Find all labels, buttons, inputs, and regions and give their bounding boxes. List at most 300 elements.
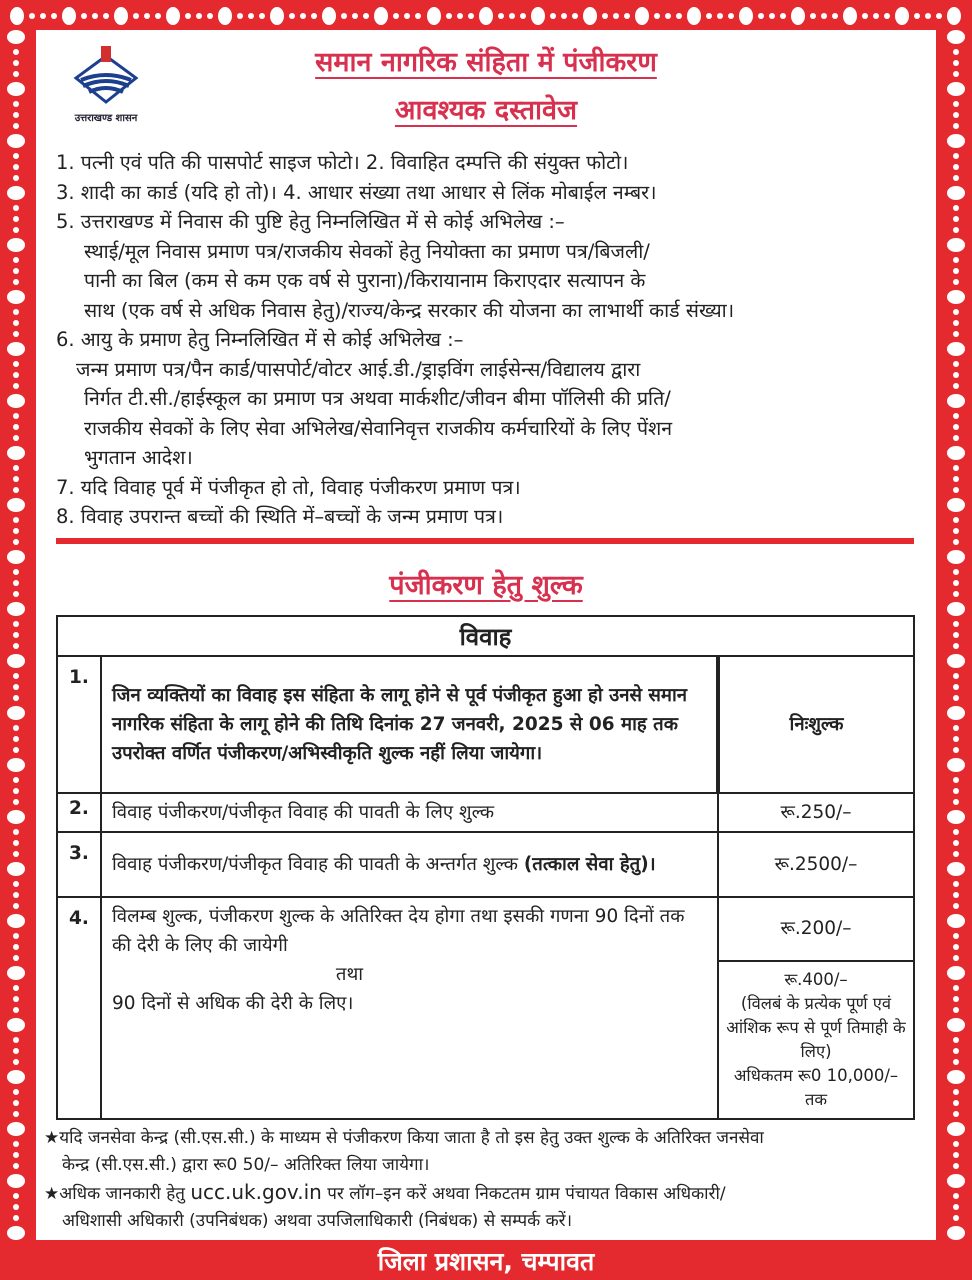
border-dot xyxy=(953,413,959,419)
border-dot xyxy=(953,465,959,471)
border-dot xyxy=(13,933,19,939)
fee-table xyxy=(56,615,915,1120)
border-dot xyxy=(665,13,671,19)
border-dot xyxy=(947,966,965,980)
border-dot xyxy=(13,840,19,846)
border-dot xyxy=(13,268,19,274)
table-row xyxy=(57,897,914,961)
border-dot xyxy=(185,13,191,19)
border-dot xyxy=(289,13,295,19)
border-dot xyxy=(7,966,25,980)
border-dot xyxy=(457,13,463,19)
border-dot xyxy=(602,13,608,19)
border-dot xyxy=(953,320,959,326)
border-dot xyxy=(13,257,19,263)
border-dot xyxy=(953,1152,959,1158)
row-description: विवाह पंजीकरण/पंजीकृत विवाह की पावती के लिए शुल्क xyxy=(101,793,718,832)
ucc-website-link[interactable]: ucc.uk.gov.in xyxy=(190,1180,322,1204)
note-text: पर लॉग–इन करें अथवा निकटतम ग्राम पंचायत विकास अधिकारी/ xyxy=(327,1184,726,1204)
border-dot xyxy=(13,695,19,701)
border-dot xyxy=(13,985,19,991)
border-dot xyxy=(953,903,959,909)
border-dot xyxy=(953,725,959,731)
border-dot xyxy=(520,13,526,19)
border-dot xyxy=(7,134,25,148)
border-dot xyxy=(953,591,959,597)
border-dot xyxy=(7,1122,25,1136)
border-dot xyxy=(953,747,959,753)
desc-text: शुल्क xyxy=(482,854,518,875)
border-dot xyxy=(873,13,879,19)
border-dot xyxy=(953,777,959,783)
note-text: यदि जनसेवा केन्द्र (सी.एस.सी.) के माध्यम से पंजीकरण किया जाता है तो इस हेतु उक्त शुल्क के अतिरिक्त जनसेवा xyxy=(59,1128,764,1148)
border-dot xyxy=(583,7,597,25)
border-dot xyxy=(13,1204,19,1210)
border-dot xyxy=(550,13,556,19)
border-dot xyxy=(13,829,19,835)
border-dot xyxy=(758,13,764,19)
border-dot xyxy=(953,424,959,430)
border-dot xyxy=(953,1163,959,1169)
row-description: जिन व्यक्तियों का विवाह इस संहिता के लागू होने से पूर्व पंजीकृत हुआ हो उनसे समान नागरिक संहिता के लागू होने की तिथि दिनांक 27 जनवरी, 2025 से 06 माह तक उपरोक्त वर्णित पंजीकरण/अभिस्वीकृति शुल्क नहीं लिया जायेगा। xyxy=(101,656,718,793)
list-item: 6. आयु के प्रमाण हेतु निम्नलिखित में से कोई अभिलेख :– xyxy=(56,328,464,351)
border-dot xyxy=(393,13,399,19)
border-dot xyxy=(953,1215,959,1221)
border-dot xyxy=(13,1037,19,1043)
border-dot xyxy=(914,13,920,19)
border-dot xyxy=(7,186,25,200)
border-dot xyxy=(13,1215,19,1221)
list-item: जन्म प्रमाण पत्र/पैन कार्ड/पासपोर्ट/वोटर आई.डी./ड्राइविंग लाईसेन्स/विद्यालय द्वारा xyxy=(76,357,641,381)
border-dot xyxy=(446,13,452,19)
border-dot xyxy=(509,13,515,19)
border-dot xyxy=(884,13,890,19)
border-dot xyxy=(13,216,19,222)
border-dot xyxy=(936,13,942,19)
desc-text: 90 दिनों से अधिक की देरी के लिए। xyxy=(112,993,354,1014)
border-dot xyxy=(51,13,57,19)
border-dot xyxy=(13,49,19,55)
border-dot xyxy=(953,1037,959,1043)
border-dot xyxy=(953,569,959,575)
border-dots-top xyxy=(10,2,962,30)
border-dot xyxy=(953,829,959,835)
border-dot xyxy=(166,7,180,25)
border-dot xyxy=(810,13,816,19)
border-dot xyxy=(92,13,98,19)
border-dot xyxy=(843,7,857,25)
border-dot xyxy=(300,13,306,19)
list-item: पानी का बिल (कम से कम एक वर्ष से पुराना)/किरायानाम किराएदार सत्यापन के xyxy=(84,269,646,292)
border-dot xyxy=(13,1007,19,1013)
border-dot xyxy=(7,1226,25,1240)
border-dot xyxy=(953,580,959,586)
border-dot xyxy=(953,164,959,170)
border-dot xyxy=(613,13,619,19)
border-dot xyxy=(635,7,649,25)
fee-max: अधिकतम रू0 10,000/– तक xyxy=(733,1066,899,1109)
border-dot xyxy=(7,82,25,96)
list-item: राजकीय सेवकों के लिए सेवा अभिलेख/सेवानिवृत्त राजकीय कर्मचारियों के लिए पेंशन xyxy=(84,416,673,440)
border-dot xyxy=(7,550,25,564)
border-dot xyxy=(133,13,139,19)
border-dot xyxy=(953,851,959,857)
border-dot xyxy=(654,13,660,19)
border-dot xyxy=(953,372,959,378)
logo-caption: उत्तराखण्ड शासन xyxy=(74,113,138,124)
border-dot xyxy=(7,758,25,772)
border-dot xyxy=(13,1089,19,1095)
border-dot xyxy=(7,1174,25,1188)
border-dot xyxy=(352,13,358,19)
border-dot xyxy=(13,112,19,118)
border-dot xyxy=(832,13,838,19)
border-dot xyxy=(207,13,213,19)
border-dot xyxy=(953,331,959,337)
documents-title: आवश्यक दस्तावेज xyxy=(394,95,578,126)
border-dot xyxy=(947,498,965,512)
note-text: अधिशासी अधिकारी (उपनिबंधक) अथवा उपजिलाधिकारी (निबंधक) से सम्पर्क करें। xyxy=(62,1211,573,1231)
border-dot xyxy=(13,736,19,742)
border-dot xyxy=(953,799,959,805)
border-dot xyxy=(953,101,959,107)
border-dot xyxy=(13,331,19,337)
border-dot xyxy=(947,1122,965,1136)
border-dot xyxy=(13,643,19,649)
border-dot xyxy=(572,13,578,19)
border-dot xyxy=(13,320,19,326)
border-dot xyxy=(947,862,965,876)
border-dot xyxy=(925,13,931,19)
border-dot xyxy=(13,788,19,794)
note-text: अधिक जानकारी हेतु xyxy=(59,1184,185,1204)
list-item: 1. पत्नी एवं पति की पासपोर्ट साइज फोटो। 2. विवाहित दम्पत्ति की संयुक्त फोटो। xyxy=(56,151,629,174)
table-row xyxy=(57,656,914,793)
border-dot xyxy=(953,205,959,211)
border-dot xyxy=(953,227,959,233)
border-dot xyxy=(13,747,19,753)
border-dot xyxy=(953,933,959,939)
desc-text: विलम्ब शुल्क, पंजीकरण शुल्क के अतिरिक्त देय होगा तथा इसकी गणना 90 दिनों तक की देरी के लिए की जायेगी xyxy=(112,906,685,956)
border-dot xyxy=(947,7,961,25)
border-dot xyxy=(531,7,545,25)
list-item: 8. विवाह उपरान्त बच्चों की स्थिति में–बच्चों के जन्म प्रमाण पत्र। xyxy=(56,505,504,528)
border-dot xyxy=(947,810,965,824)
border-dot xyxy=(953,539,959,545)
border-dot xyxy=(953,944,959,950)
list-item: साथ (एक वर्ष से अधिक निवास हेतु)/राज्य/केन्द्र सरकार की योजना का लाभार्थी कार्ड संख्या। xyxy=(84,298,735,322)
row-number: 2. xyxy=(57,793,101,832)
border-dot xyxy=(7,1070,25,1084)
border-dot xyxy=(947,550,965,564)
row-fee: रू.200/– xyxy=(718,897,914,961)
border-dot xyxy=(270,7,284,25)
divider xyxy=(56,538,914,544)
border-dot xyxy=(13,1100,19,1106)
border-dot xyxy=(947,342,965,356)
border-dot xyxy=(7,238,25,252)
border-dot xyxy=(144,13,150,19)
border-dot xyxy=(953,1193,959,1199)
list-item: भुगतान आदेश। xyxy=(84,446,193,469)
border-dot xyxy=(953,881,959,887)
border-dot xyxy=(953,49,959,55)
border-dot xyxy=(13,996,19,1002)
border-dot xyxy=(947,914,965,928)
border-dot xyxy=(13,1193,19,1199)
documents-list xyxy=(56,148,926,532)
border-dot xyxy=(341,13,347,19)
border-dot xyxy=(769,13,775,19)
border-dot xyxy=(953,1059,959,1065)
border-dot xyxy=(13,71,19,77)
border-dot xyxy=(953,123,959,129)
border-dot xyxy=(196,13,202,19)
note-text: केन्द्र (सी.एस.सी.) द्वारा रू0 50/– अतिरिक्त लिया जायेगा। xyxy=(62,1155,430,1175)
border-dot xyxy=(404,13,410,19)
border-dot xyxy=(114,7,128,25)
border-dot xyxy=(953,279,959,285)
border-dot xyxy=(953,632,959,638)
border-dot xyxy=(953,153,959,159)
row-fee: रू.2500/– xyxy=(718,832,914,897)
border-dot xyxy=(947,1174,965,1188)
border-dot xyxy=(947,446,965,460)
star-icon: ★ xyxy=(44,1184,60,1204)
fee-value: रू.400/– xyxy=(784,970,848,989)
desc-bold-text: (तत्काल सेवा हेतु)। xyxy=(523,854,656,875)
border-dot xyxy=(7,290,25,304)
border-dot xyxy=(13,621,19,627)
border-dot xyxy=(13,1059,19,1065)
border-dot xyxy=(728,13,734,19)
border-dot xyxy=(7,30,25,44)
border-dot xyxy=(479,7,493,25)
border-dot xyxy=(13,435,19,441)
border-dot xyxy=(953,892,959,898)
border-dot xyxy=(947,30,965,44)
border-dot xyxy=(947,394,965,408)
border-dot xyxy=(953,955,959,961)
border-dot xyxy=(13,205,19,211)
border-dot xyxy=(13,476,19,482)
border-dot xyxy=(953,476,959,482)
border-dot xyxy=(103,13,109,19)
row-description xyxy=(101,897,718,1119)
border-dot xyxy=(947,1018,965,1032)
border-dot xyxy=(953,840,959,846)
table-row xyxy=(57,793,914,832)
border-dot xyxy=(13,1141,19,1147)
row-fee: रू.250/– xyxy=(718,793,914,832)
border-dot xyxy=(13,944,19,950)
list-item: 3. शादी का कार्ड (यदि हो तो)। 4. आधार संख्या तथा आधार से लिंक मोबाईल नम्बर। xyxy=(56,180,657,204)
border-dot xyxy=(29,13,35,19)
border-dot xyxy=(953,736,959,742)
border-dot xyxy=(7,602,25,616)
border-dot xyxy=(7,446,25,460)
border-dot xyxy=(13,673,19,679)
border-dot xyxy=(7,342,25,356)
border-dot xyxy=(13,372,19,378)
border-dot xyxy=(7,914,25,928)
row-fee: निःशुल्क xyxy=(718,656,914,793)
fee-note: (विलबं के प्रत्येक पूर्ण एवं आंशिक रूप से पूर्ण तिमाही के लिए) xyxy=(726,994,906,1061)
border-dot xyxy=(13,487,19,493)
border-dot xyxy=(895,7,909,25)
border-dot xyxy=(953,1204,959,1210)
row-fee-late xyxy=(718,961,914,1119)
border-dot xyxy=(13,465,19,471)
border-dot xyxy=(415,13,421,19)
border-dot xyxy=(947,238,965,252)
border-dot xyxy=(13,227,19,233)
border-dot xyxy=(953,487,959,493)
border-dot xyxy=(13,175,19,181)
border-dot xyxy=(947,186,965,200)
border-dot xyxy=(953,175,959,181)
border-dot xyxy=(676,13,682,19)
border-dot xyxy=(13,903,19,909)
border-dot xyxy=(947,602,965,616)
note-item xyxy=(44,1179,926,1208)
border-dot xyxy=(947,758,965,772)
border-dot xyxy=(13,580,19,586)
border-dot xyxy=(780,13,786,19)
border-dot xyxy=(717,13,723,19)
border-dot xyxy=(862,13,868,19)
border-dot xyxy=(322,7,336,25)
border-dot xyxy=(953,621,959,627)
border-dot xyxy=(248,13,254,19)
border-dot xyxy=(40,13,46,19)
star-icon: ★ xyxy=(44,1128,60,1148)
border-dot xyxy=(7,862,25,876)
border-dot xyxy=(13,1152,19,1158)
border-dot xyxy=(7,654,25,668)
border-dot xyxy=(624,13,630,19)
border-dot xyxy=(953,673,959,679)
border-dot xyxy=(13,777,19,783)
border-dot xyxy=(311,13,317,19)
border-dot xyxy=(13,153,19,159)
border-dot xyxy=(13,60,19,66)
border-dot xyxy=(218,7,232,25)
border-dot xyxy=(7,498,25,512)
border-dot xyxy=(953,684,959,690)
note-item xyxy=(44,1125,926,1152)
border-dot xyxy=(13,539,19,545)
border-dot xyxy=(13,1048,19,1054)
border-dot xyxy=(498,13,504,19)
border-dot xyxy=(13,164,19,170)
list-item: 5. उत्तराखण्ड में निवास की पुष्टि हेतु निम्नलिखित में से कोई अभिलेख :– xyxy=(56,210,565,233)
poster-body xyxy=(36,30,936,1240)
border-dot xyxy=(953,1007,959,1013)
border-dot xyxy=(953,985,959,991)
border-dot xyxy=(953,435,959,441)
border-dot xyxy=(821,13,827,19)
border-dot xyxy=(947,1070,965,1084)
border-dot xyxy=(953,257,959,263)
desc-text: विवाह पंजीकरण/पंजीकृत विवाह की पावती के अन्तर्गत xyxy=(112,854,477,875)
border-dot xyxy=(953,528,959,534)
border-dot xyxy=(13,1111,19,1117)
border-dot xyxy=(791,7,805,25)
border-dot xyxy=(13,413,19,419)
border-dot xyxy=(953,1089,959,1095)
border-dot xyxy=(13,424,19,430)
border-dot xyxy=(237,13,243,19)
row-number: 3. xyxy=(57,832,101,897)
row-description xyxy=(101,832,718,897)
border-dot xyxy=(13,684,19,690)
border-dot xyxy=(947,82,965,96)
list-item: स्थाई/मूल निवास प्रमाण पत्र/राजकीय सेवकों हेतु नियोक्ता का प्रमाण पत्र/बिजली/ xyxy=(84,239,650,263)
border-dot xyxy=(953,1100,959,1106)
list-item: 7. यदि विवाह पूर्व में पंजीकृत हो तो, विवाह पंजीकरण प्रमाण पत्र। xyxy=(56,475,521,499)
border-dot xyxy=(13,361,19,367)
border-dot xyxy=(953,1048,959,1054)
border-dot xyxy=(427,7,441,25)
fee-title: पंजीकरण हेतु शुल्क xyxy=(389,570,583,601)
border-dot xyxy=(947,1226,965,1240)
border-dot xyxy=(13,101,19,107)
footer-district: जिला प्रशासन, चम्पावत xyxy=(377,1247,595,1276)
border-dot xyxy=(13,383,19,389)
border-dot xyxy=(687,7,701,25)
border-dot xyxy=(62,7,76,25)
table-row xyxy=(57,832,914,897)
border-dot xyxy=(953,216,959,222)
border-dot xyxy=(374,7,388,25)
border-dot xyxy=(81,13,87,19)
border-dot xyxy=(13,569,19,575)
border-dot xyxy=(13,632,19,638)
table-header: विवाह xyxy=(57,616,914,656)
border-dot xyxy=(953,309,959,315)
border-dot xyxy=(13,528,19,534)
border-dot xyxy=(7,394,25,408)
row-number: 4. xyxy=(57,897,101,1119)
border-dot xyxy=(953,71,959,77)
border-dot xyxy=(561,13,567,19)
border-dot xyxy=(947,134,965,148)
border-dot xyxy=(953,695,959,701)
border-dot xyxy=(13,799,19,805)
border-dot xyxy=(363,13,369,19)
border-dot xyxy=(13,892,19,898)
border-dot xyxy=(739,7,753,25)
border-dot xyxy=(13,851,19,857)
border-dot xyxy=(155,13,161,19)
border-dot xyxy=(13,591,19,597)
border-dot xyxy=(7,706,25,720)
notes xyxy=(44,1125,926,1235)
border-dot xyxy=(13,309,19,315)
border-dot xyxy=(10,7,24,25)
border-dot xyxy=(468,13,474,19)
border-dot xyxy=(7,1018,25,1032)
border-dot xyxy=(13,725,19,731)
border-dot xyxy=(953,112,959,118)
border-dot xyxy=(13,955,19,961)
border-dot xyxy=(947,290,965,304)
border-dot xyxy=(13,1163,19,1169)
list-item: निर्गत टी.सी./हाईस्कूल का प्रमाण पत्र अथवा मार्कशीट/जीवन बीमा पॉलिसी की प्रति/ xyxy=(84,387,671,410)
border-dot xyxy=(953,268,959,274)
border-dot xyxy=(13,517,19,523)
